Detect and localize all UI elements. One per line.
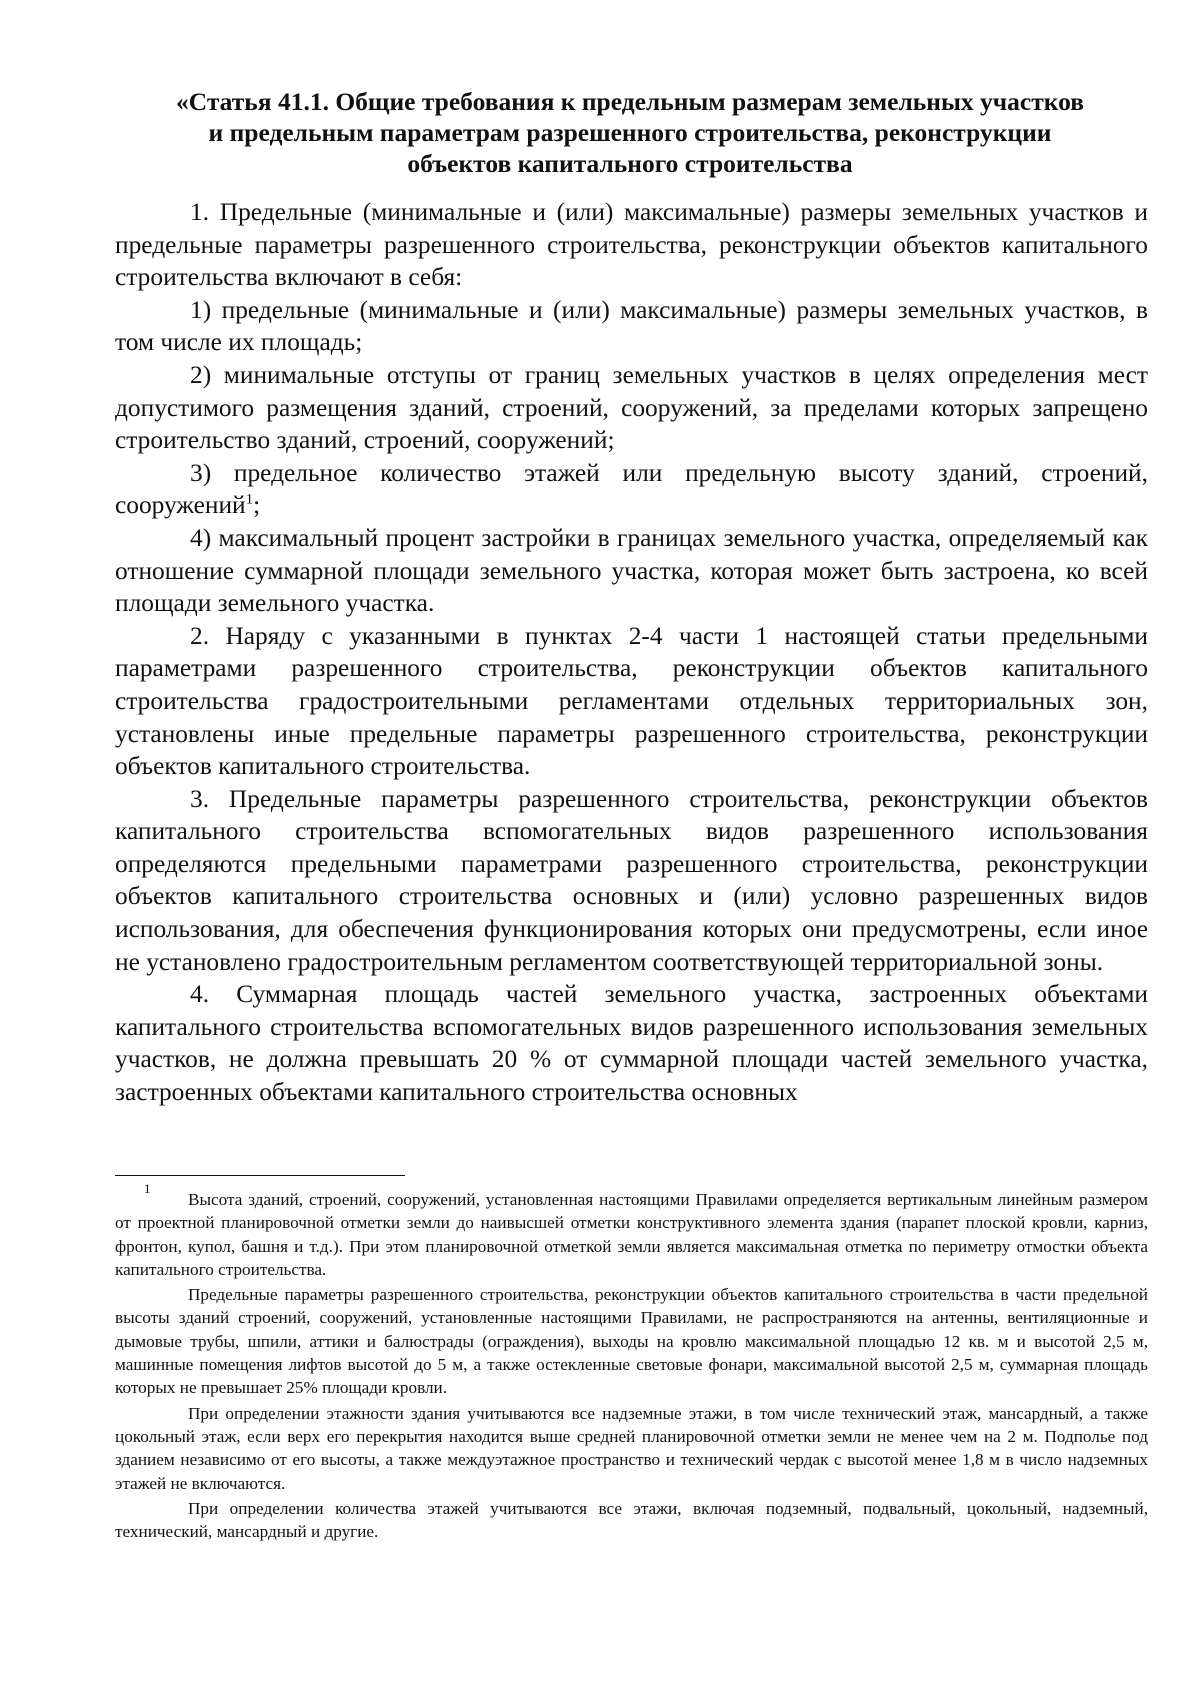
footnote-paragraph: При определении количества этажей учитываются все этажи, включая подземный, подвальный, цокольный, надземный, технический, мансардный и другие.	[115, 1498, 1148, 1542]
article-title	[110, 86, 1150, 179]
article-title-line: объектов капитального строительства	[407, 149, 853, 178]
list-item-3-text: 3) предельное количество этажей или предельную высоту зданий, строений, сооружений	[115, 458, 1148, 520]
footnote-divider	[115, 1175, 405, 1176]
paragraph-part-2: 2. Наряду с указанными в пунктах 2-4 части 1 настоящей статьи предельными параметрами разрешенного строительства, реконструкции объектов капитального строительства градостроительными регламентами отдельных территориальных зон, установлены иные предельные параметры разрешенного строительства, реконструкции объектов капитального строительства.	[115, 621, 1148, 781]
footnote-reference[interactable]: 1	[245, 491, 254, 508]
footnote-paragraph: При определении этажности здания учитываются все надземные этажи, в том числе технический этаж, мансардный, а также цокольный этаж, если верх его перекрытия находится выше средней планировочной отметки земли не менее чем на 2 м. Подполье под зданием независимо от его высоты, а также междуэтажное пространство и технический чердак с высотой менее 1,8 м в число надземных этажей не включаются.	[115, 1403, 1148, 1493]
paragraph-part-1: 1. Предельные (минимальные и (или) максимальные) размеры земельных участков и предельные параметры разрешенного строительства, реконструкции объектов капитального строительства включают в себя:	[115, 198, 1148, 292]
list-item-2: 2) минимальные отступы от границ земельных участков в целях определения мест допустимого размещения зданий, строений, сооружений, за пределами которых запрещено строительство зданий, строений, сооружений;	[115, 360, 1148, 455]
footnote-paragraph	[115, 1181, 1148, 1281]
list-item-3	[115, 457, 1148, 522]
list-item-4: 4) максимальный процент застройки в границах земельного участка, определяемый как отношение суммарной площади земельного участка, которая может быть застроена, ко всей площади земельного участка.	[115, 523, 1148, 618]
paragraph-part-3: 3. Предельные параметры разрешенного строительства, реконструкции объектов капитального строительства вспомогательных видов разрешенного использования определяются предельными параметрами разрешенного строительства, реконструкции объектов капитального строительства основных и (или) условно разрешенных видов использования, для обеспечения функционирования которых они предусмотрены, если иное не установлено градостроительным регламентом соответствующей территориальной зоны.	[115, 784, 1148, 976]
footnote-paragraph-text: Высота зданий, строений, сооружений, установленная настоящими Правилами определяется вертикальным линейным размером от проектной планировочной отметки земли до наивысшей отметки конструктивного элемента здания (парапет плоской кровли, карниз, фронтон, купол, башня и т.д.). При этом планировочной отметкой земли является максимальная отметка по периметру отмостки объекта капитального строительства.	[115, 1190, 1148, 1279]
article-title-line: и предельным параметрам разрешенного строительства, реконструкции	[208, 118, 1052, 147]
list-item-3-tail: ;	[253, 491, 261, 520]
list-item-1: 1) предельные (минимальные и (или) максимальные) размеры земельных участков, в том числе их площадь;	[115, 295, 1148, 357]
footnote	[115, 1181, 1148, 1545]
footnote-mark: 1	[144, 1181, 151, 1196]
article-body	[115, 196, 1148, 1109]
article-title-line: «Статья 41.1. Общие требования к предельным размерам земельных участков	[176, 87, 1084, 116]
footnote-paragraph: Предельные параметры разрешенного строительства, реконструкции объектов капитального строительства в части предельной высоты зданий строений, сооружений, установленные настоящими Правилами, не распространяются на антенны, вентиляционные и дымовые трубы, шпили, аттики и балюстрады (ограждения), выходы на кровлю максимальной площадью 12 кв. м и высотой 2,5 м, машинные помещения лифтов высотой до 5 м, а также остекленные световые фонари, максимальной высотой 2,5 м, суммарная площадь которых не превышает 25% площади кровли.	[115, 1285, 1148, 1398]
paragraph-part-4: 4. Суммарная площадь частей земельного участка, застроенных объектами капитального строительства вспомогательных видов разрешенного использования земельных участков, не должна превышать 20 % от суммарной площади частей земельного участка, застроенных объектами капитального строительства основных	[115, 980, 1148, 1107]
